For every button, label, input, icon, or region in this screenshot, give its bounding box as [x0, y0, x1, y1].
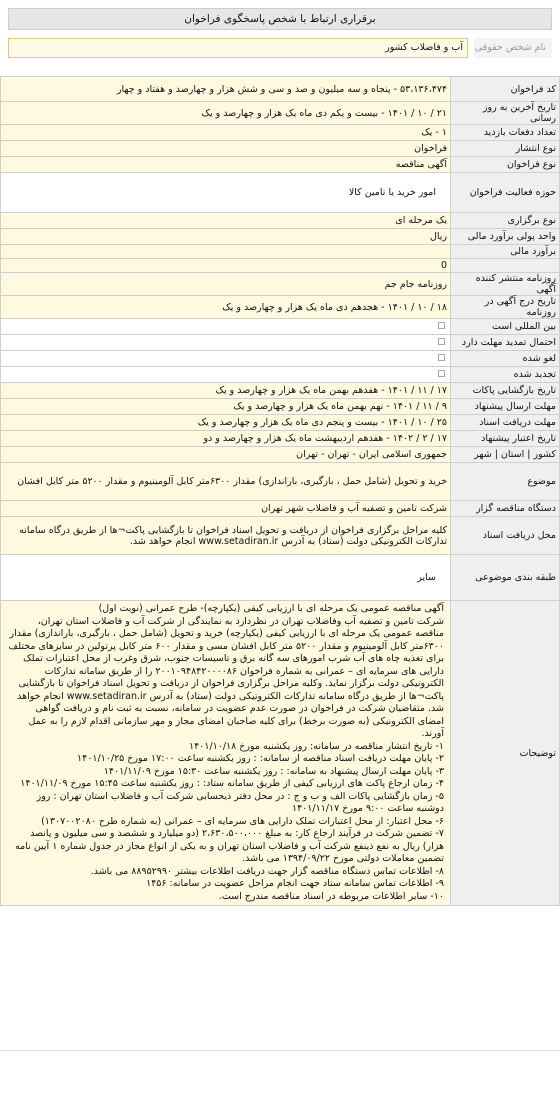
- info-row-value: ۱۸ / ۱۰ / ۱۴۰۱ - هجدهم دی ماه یک هزار و چهارصد و یک: [1, 296, 451, 319]
- info-row-value: امور خرید یا تامین کالا: [1, 173, 451, 213]
- info-row-label: مهلت دریافت اسناد: [451, 415, 560, 431]
- info-row-label: تعداد دفعات بازدید: [451, 125, 560, 141]
- info-row: [1, 447, 560, 463]
- info-row-value: کلیه مراحل برگزاری فراخوان از دریافت و تحویل اسناد فراخوان تا بازگشایی پاکت¬ها از طریق درگاه سامانه تدارکات الکترونیکی دولت (ستاد) به آدرس www.setadiran.ir انجام خواهد شد.: [1, 517, 451, 555]
- info-row-value: روزنامه جام جم: [1, 273, 451, 296]
- description-text: آگهی مناقصه عمومی یک مرحله ای با ارزیابی کیفی (یکپارچه)- طرح عمرانی (نوبت اول) شرکت تامین و تصفیه آب وفاضلاب تهران در نظردارد به نمایندگی از شرکت آب و فاضلاب استان تهران، مناقصه عمومی یک مرحله ای با ارزیابی کیفی (یکپارچه) خرید و تحویل (شامل حمل ، بارگیری، باراندازی) مقدار ۶۳۰۰متر کابل آلومینیوم و مقدار ۵۲۰۰ متر کابل افشان مسی و مقدار ۶۰۰ متر کابل پرتولین در سایزهای مختلف برای تغذیه چاه های آب شرب امورهای سه گانه برق و تاسیسات جنوب، شرق وغرب از محل اعتبارات تملک دارایی های سرمایه ای – عمرانی به شماره فراخوان ۲۰۰۱۰۹۴۸۴۲۰۰۰۰۸۶ را از طریق سامانه تدارکات الکترونیکی دولت برگزار نماید. وکلیه مراحل برگزاری فراخوان از دریافت و تحویل اسناد فراخوان تا بازگشایی پاکت¬ها از طریق درگاه سامانه تدارکات الکترونیکی دولت (ستاد) به آدرس www.setadiran.ir انجام خواهد شد. متقاضیان شرکت در فراخوان در صورت عدم عضویت در سامانه، نسبت به ثبت نام و دریافت گواهی امضای الکترونیکی (به صورت برخط) برای کلیه صاحبان امضای مجاز و مهر سازمانی اقدام لازم را به عمل آورند. ۱- تاریخ انتشار مناقصه در سامانه: روز یکشنبه مورخ ۱۴۰۱/۱۰/۱۸ ۲- پایان مهلت دریافت اسناد مناقصه از سامانه: : روز یکشنبه ساعت ۱۷:۰۰ مورخ ۱۴۰۱/۱۰/۲۵ ۳- پایان مهلت ارسال پیشنهاد به سامانه: : روز یکشنبه ساعت ۱۵:۳۰ مورخ ۱۴۰۱/۱۱/۰۹ ۴- زمان ارجاع پاکت های ارزیابی کیفی از طریق سامانه ستاد: : روز یکشنبه ساعت ۱۵:۴۵ مورخ ۱۴۰۱/۱۱/۰۹ ۵- زمان بازگشایی پاکات الف و ب و ج : در محل دفتر ذیحسابی شرکت آب و فاضلاب استان تهران : روز دوشنبه ساعت ۹:۰۰ مورخ ۱۴۰۱/۱۱/۱۷ ۶- محل اعتبار: از محل اعتبارات تملک دارایی های سرمایه ای – عمرانی (به شماره طرح ۱۳۰۷۰۰۲۰۸۰) ۷- تضمین شرکت در فرآیند ارجاع کار: به مبلغ ۲،۶۳۰،۵۰۰،۰۰۰ (دو میلیارد و ششصد و سی میلیون و پانصد هزار) ریال به نفع ذینفع شرکت آب و فاضلاب استان تهران و به یکی از انواع مجاز در جدول شماره ۱ آیین نامه تضمین معاملات دولتی مورخ ۱۳۹۴/۰۹/۲۲ می باشد. ۸- اطلاعات تماس دستگاه مناقصه گزار جهت دریافت اطلاعات بیشتر ۸۸۹۵۲۹۹۰ می باشد. ۹- اطلاعات تماس سامانه ستاد جهت انجام مراحل عضویت در سامانه: ۱۴۵۶ ۱۰- سایر اطلاعات مربوطه در اسناد مناقصه مندرج است.: [8, 603, 444, 902]
- info-row-label: تاریخ درج آگهی در روزنامه: [451, 296, 560, 319]
- info-row-value: [1, 367, 451, 383]
- info-row-value: [1, 335, 451, 351]
- info-row-label: حوزه فعالیت فراخوان: [451, 173, 560, 213]
- info-row-label: نوع برگزاری: [451, 213, 560, 229]
- contact-responder-link[interactable]: برقراری ارتباط با شخص پاسخگوی فراخوان: [8, 8, 552, 30]
- info-row-value: ۱ - یک: [1, 125, 451, 141]
- info-row: [1, 259, 560, 273]
- description-label: توضیحات: [451, 601, 560, 906]
- info-row-label: تاریخ اعتبار پیشنهاد: [451, 431, 560, 447]
- info-row: [1, 229, 560, 245]
- info-row-label: بین المللی است: [451, 319, 560, 335]
- info-row-value: ۵۳،۱۳۶،۴۷۴ - پنجاه و سه میلیون و صد و سی و شش هزار و چهارصد و هفتاد و چهار: [1, 77, 451, 102]
- info-row-label: احتمال تمدید مهلت دارد: [451, 335, 560, 351]
- legal-entity-field[interactable]: آب و فاضلاب کشور: [8, 38, 468, 58]
- info-row: [1, 173, 560, 213]
- info-row-value: ۱۷ / ۲ / ۱۴۰۲ - هفدهم اردیبهشت ماه یک هزار و چهارصد و دو: [1, 431, 451, 447]
- info-row-value: ۲۵ / ۱۰ / ۱۴۰۱ - بیست و پنجم دی ماه یک هزار و چهارصد و یک: [1, 415, 451, 431]
- info-row-label: تجدید شده: [451, 367, 560, 383]
- info-row: [1, 273, 560, 296]
- legal-entity-label: نام شخص حقوقی: [474, 38, 552, 58]
- info-row: [1, 102, 560, 125]
- checkbox-icon: [438, 322, 445, 329]
- info-row: [1, 296, 560, 319]
- info-row-label: موضوع: [451, 463, 560, 501]
- info-row-value: ۹ / ۱۱ / ۱۴۰۱ - نهم بهمن ماه یک هزار و چهارصد و یک: [1, 399, 451, 415]
- info-row: [1, 245, 560, 259]
- info-row-value: [1, 319, 451, 335]
- info-row: [1, 517, 560, 555]
- info-row-label: برآورد مالی: [451, 245, 560, 259]
- info-row-value: آگهی مناقصه: [1, 157, 451, 173]
- info-row-label: طبقه بندی موضوعی: [451, 555, 560, 601]
- info-row-value: فراخوان: [1, 141, 451, 157]
- info-row: [1, 157, 560, 173]
- info-row: [1, 141, 560, 157]
- info-row-value: [1, 351, 451, 367]
- info-row-value: شرکت تامین و تصفیه آب و فاضلاب شهر تهران: [1, 501, 451, 517]
- info-row: [1, 125, 560, 141]
- info-row-label: نوع فراخوان: [451, 157, 560, 173]
- info-row: [1, 77, 560, 102]
- info-row-value: 0: [1, 259, 451, 273]
- info-row: [1, 351, 560, 367]
- info-row-value: یک مرحله ای: [1, 213, 451, 229]
- footer-divider: [0, 1050, 560, 1051]
- info-row-value: ۱۷ / ۱۱ / ۱۴۰۱ - هفدهم بهمن ماه یک هزار و چهارصد و یک: [1, 383, 451, 399]
- info-row-label: کد فراخوان: [451, 77, 560, 102]
- info-row: [1, 383, 560, 399]
- info-row: [1, 431, 560, 447]
- info-row: [1, 367, 560, 383]
- checkbox-icon: [438, 370, 445, 377]
- info-row-value: خرید و تحویل (شامل حمل ، بارگیری، باراندازی) مقدار ۶۳۰۰متر کابل آلومینیوم و مقدار ۵۲۰۰ متر کابل افشان: [1, 463, 451, 501]
- info-row-label: [451, 259, 560, 273]
- info-row-label: کشور | استان | شهر: [451, 447, 560, 463]
- info-row-label: تاریخ آخرین به روز رسانی: [451, 102, 560, 125]
- info-row: [1, 213, 560, 229]
- legal-entity-row: [8, 38, 552, 58]
- info-row: [1, 501, 560, 517]
- info-row-label: واحد پولی برآورد مالی: [451, 229, 560, 245]
- checkbox-icon: [438, 354, 445, 361]
- info-row: [1, 463, 560, 501]
- tender-info-table: [0, 76, 560, 906]
- info-row-label: محل دریافت اسناد: [451, 517, 560, 555]
- info-row-label: تاریخ بازگشایی پاکات: [451, 383, 560, 399]
- description-row: [1, 601, 560, 906]
- info-row-label: لغو شده: [451, 351, 560, 367]
- info-row-value: جمهوری اسلامی ایران - تهران - تهران: [1, 447, 451, 463]
- info-row: [1, 335, 560, 351]
- description-value: [1, 601, 451, 906]
- info-row-value: سایر: [1, 555, 451, 601]
- info-row: [1, 555, 560, 601]
- info-row-label: دستگاه مناقصه گزار: [451, 501, 560, 517]
- info-row: [1, 319, 560, 335]
- info-row-value: ۲۱ / ۱۰ / ۱۴۰۱ - بیست و یکم دی ماه یک هزار و چهارصد و یک: [1, 102, 451, 125]
- info-row: [1, 415, 560, 431]
- info-row: [1, 399, 560, 415]
- info-row-value: ریال: [1, 229, 451, 245]
- info-row-label: روزنامه منتشر کننده آگهی: [451, 273, 560, 296]
- checkbox-icon: [438, 338, 445, 345]
- info-row-value: [1, 245, 451, 259]
- info-row-label: مهلت ارسال پیشنهاد: [451, 399, 560, 415]
- info-row-label: نوع انتشار: [451, 141, 560, 157]
